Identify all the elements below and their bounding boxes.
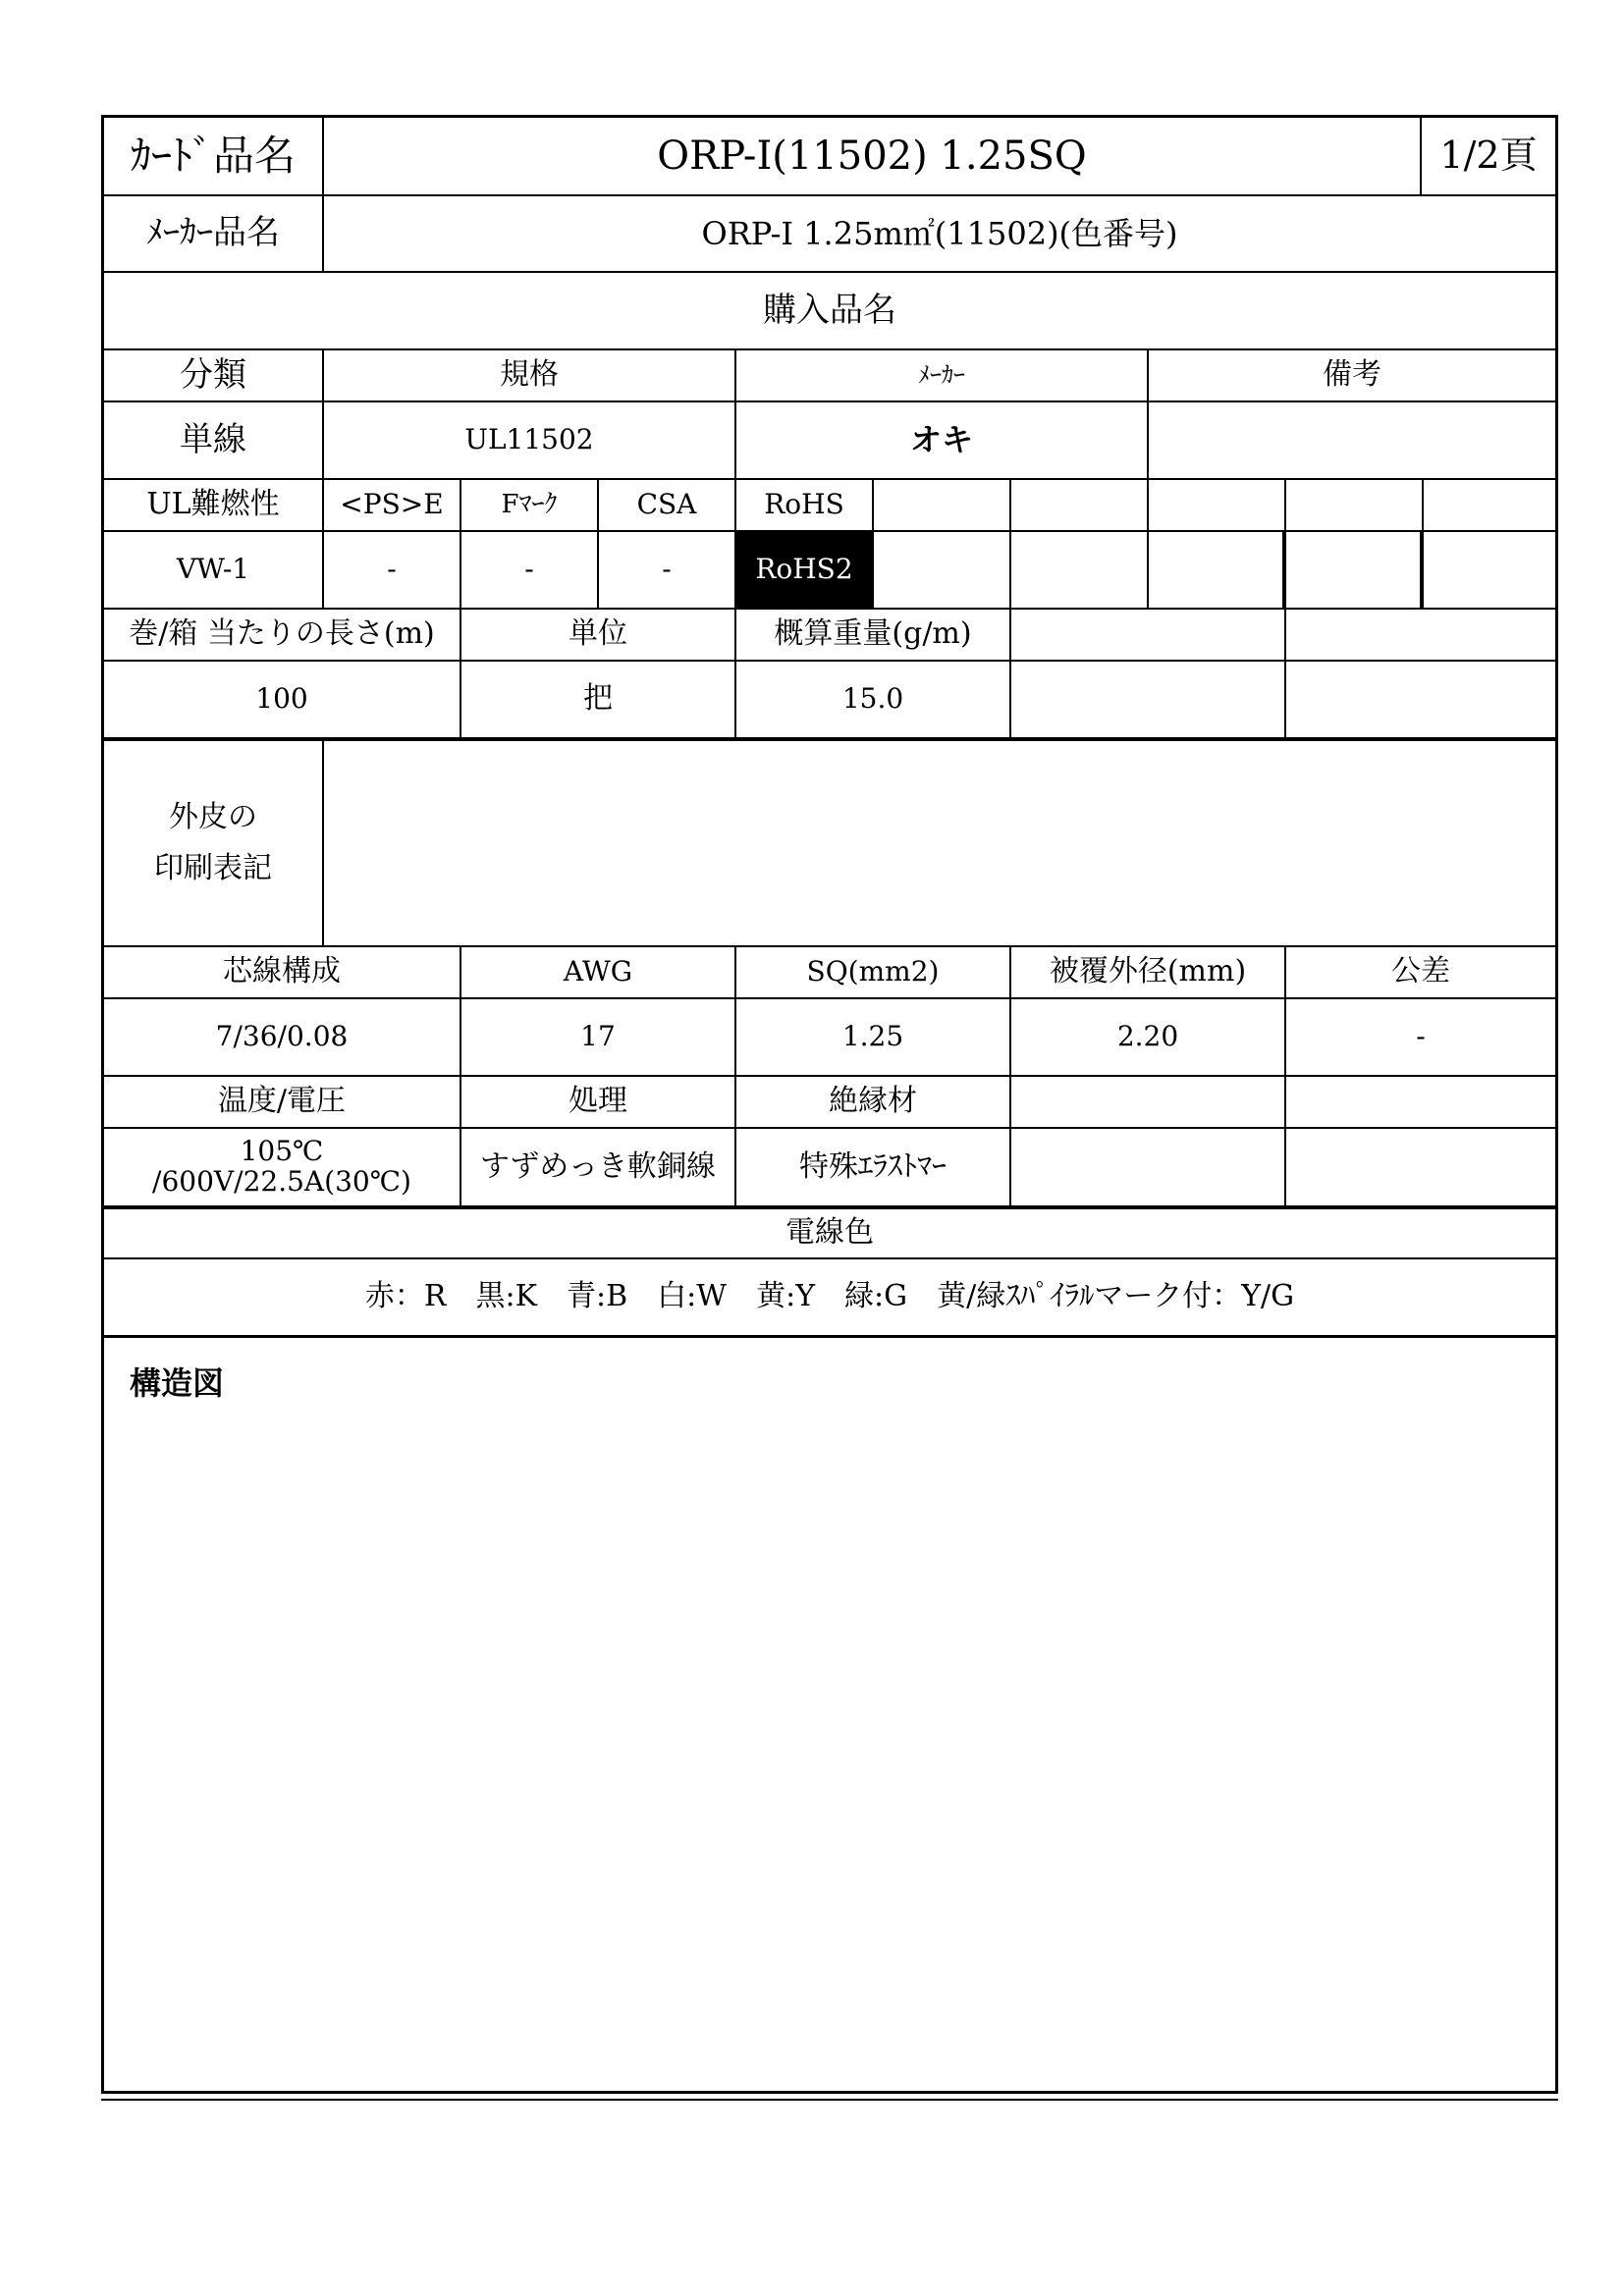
packing-value-blank-2 bbox=[1286, 662, 1555, 739]
cert-value-blank-4 bbox=[1286, 532, 1424, 610]
cert-value-blank-1 bbox=[874, 532, 1011, 610]
conductor-header-strand: 芯線構成 bbox=[104, 947, 461, 999]
spec-value-maker: オキ bbox=[736, 402, 1149, 480]
maker-name-label: ﾒｰｶｰ品名 bbox=[104, 196, 324, 273]
cert-header-blank-3 bbox=[1149, 480, 1286, 532]
conductor-value-tolerance: - bbox=[1286, 999, 1555, 1077]
conductor-header-awg: AWG bbox=[461, 947, 736, 999]
rating-temp: 105℃ bbox=[240, 1135, 324, 1168]
spec-header-maker: ﾒｰｶｰ bbox=[736, 350, 1149, 402]
conductor-value-od: 2.20 bbox=[1011, 999, 1286, 1077]
cert-header-blank-1 bbox=[874, 480, 1011, 532]
cert-value-blank-5 bbox=[1424, 532, 1555, 610]
rating-header-treatment: 処理 bbox=[461, 1077, 736, 1129]
cert-header-ul-flame: UL難燃性 bbox=[104, 480, 324, 532]
rating-value-treatment: すずめっき軟銅線 bbox=[461, 1129, 736, 1207]
conductor-value-awg: 17 bbox=[461, 999, 736, 1077]
spec-value-standard: UL11502 bbox=[324, 402, 736, 480]
rating-value-blank-2 bbox=[1286, 1129, 1555, 1207]
packing-header-weight: 概算重量(g/m) bbox=[736, 610, 1011, 662]
spec-header-standard: 規格 bbox=[324, 350, 736, 402]
conductor-value-sq: 1.25 bbox=[736, 999, 1011, 1077]
cert-header-blank-2 bbox=[1011, 480, 1149, 532]
packing-header-blank-1 bbox=[1011, 610, 1286, 662]
rating-header-insulation: 絶縁材 bbox=[736, 1077, 1011, 1129]
cert-header-pse: <PS>E bbox=[324, 480, 461, 532]
maker-name-value: ORP-I 1.25m㎡(11502)(色番号) bbox=[324, 196, 1555, 273]
spec-value-category: 単線 bbox=[104, 402, 324, 480]
cert-value-pse: - bbox=[324, 532, 461, 610]
conductor-value-strand: 7/36/0.08 bbox=[104, 999, 461, 1077]
packing-value-blank-1 bbox=[1011, 662, 1286, 739]
rating-header-blank-2 bbox=[1286, 1077, 1555, 1129]
printing-label-line1: 外皮の bbox=[169, 799, 257, 834]
structure-label: 構造図 bbox=[130, 1364, 225, 1402]
rating-value-blank-1 bbox=[1011, 1129, 1286, 1207]
rating-header-blank-1 bbox=[1011, 1077, 1286, 1129]
rating-value-insulation: 特殊ｴﾗｽﾄﾏｰ bbox=[736, 1129, 1011, 1207]
cert-header-blank-5 bbox=[1424, 480, 1555, 532]
packing-value-length: 100 bbox=[104, 662, 461, 739]
cert-value-f-mark: - bbox=[461, 532, 599, 610]
conductor-header-tolerance: 公差 bbox=[1286, 947, 1555, 999]
spec-header-category: 分類 bbox=[104, 350, 324, 402]
conductor-header-sq: SQ(mm2) bbox=[736, 947, 1011, 999]
spec-header-remarks: 備考 bbox=[1149, 350, 1555, 402]
card-name-value: ORP-I(11502) 1.25SQ bbox=[324, 118, 1422, 196]
rating-value-temp-voltage bbox=[104, 1129, 461, 1207]
packing-header-blank-2 bbox=[1286, 610, 1555, 662]
cert-value-ul-flame: VW-1 bbox=[104, 532, 324, 610]
cert-value-blank-2 bbox=[1011, 532, 1149, 610]
packing-value-weight: 15.0 bbox=[736, 662, 1011, 739]
purchase-name-label: 購入品名 bbox=[104, 273, 1555, 350]
cert-header-csa: CSA bbox=[599, 480, 736, 532]
cert-value-rohs: RoHS2 bbox=[736, 532, 874, 610]
wire-color-value: 赤：R 黒:K 青:B 白:W 黄:Y 緑:G 黄/緑ｽﾊﾟｲﾗﾙマーク付：Y/G bbox=[104, 1259, 1555, 1338]
card-name-label: ｶｰﾄﾞ品名 bbox=[104, 118, 324, 196]
conductor-header-od: 被覆外径(mm) bbox=[1011, 947, 1286, 999]
wire-color-label: 電線色 bbox=[104, 1207, 1555, 1259]
cert-value-csa: - bbox=[599, 532, 736, 610]
page-number: 1/2頁 bbox=[1422, 118, 1555, 196]
packing-value-unit: 把 bbox=[461, 662, 736, 739]
cert-header-blank-4 bbox=[1286, 480, 1424, 532]
spec-value-remarks bbox=[1149, 402, 1555, 480]
cert-header-rohs: RoHS bbox=[736, 480, 874, 532]
spec-sheet bbox=[101, 115, 1558, 2094]
packing-header-length: 巻/箱 当たりの長さ(m) bbox=[104, 610, 461, 662]
rating-voltage-current: /600V/22.5A(30℃) bbox=[152, 1165, 411, 1198]
cert-header-f-mark: Fﾏｰｸ bbox=[461, 480, 599, 532]
rating-header-temp-voltage: 温度/電圧 bbox=[104, 1077, 461, 1129]
cert-value-blank-3 bbox=[1149, 532, 1286, 610]
printing-value bbox=[324, 739, 1555, 947]
printing-label bbox=[104, 739, 324, 947]
printing-label-line2: 印刷表記 bbox=[154, 851, 272, 885]
packing-header-unit: 単位 bbox=[461, 610, 736, 662]
